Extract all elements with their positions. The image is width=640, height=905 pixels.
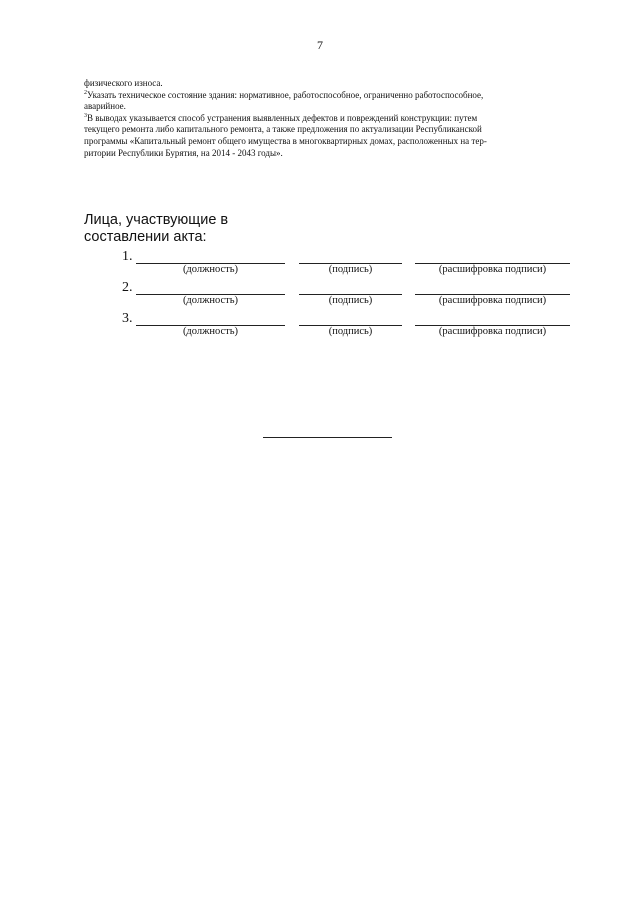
footnote-3-mark: 3 (84, 112, 87, 119)
footnote-3-line-2: текущего ремонта либо капитального ремонта, а также предложения по актуализации Республиканской (84, 124, 482, 135)
participants-heading-line-1: Лица, участвующие в (84, 212, 229, 228)
participants-heading-line-2: составлении акта: (84, 229, 207, 245)
page-number: 7 (317, 38, 323, 52)
signature-caption: (подпись) (328, 326, 373, 337)
footnote-2-line-1: Указать техническое состояние здания: нормативное, работоспособное, ограниченно работоспособное, (87, 89, 484, 100)
signature-caption: (подпись) (328, 295, 373, 306)
position-caption: (должность) (182, 264, 239, 275)
row-number: 1. (122, 249, 133, 264)
position-caption: (должность) (182, 326, 239, 337)
footnote-2 (84, 90, 574, 102)
position-caption: (должность) (182, 295, 239, 306)
row-number: 3. (122, 311, 133, 326)
footnote-3-line-3: программы «Капитальный ремонт общего имущества в многоквартирных домах, расположенных на тер- (84, 135, 487, 146)
signature-row-2 (0, 281, 640, 315)
footnote-continuation: физического износа. (84, 78, 163, 88)
participants-heading (84, 212, 228, 246)
decoding-caption: (расшифровка подписи) (438, 295, 547, 306)
footnote-3-line-4: ритории Республики Бурятия, на 2014 - 2043 годы». (84, 147, 283, 158)
closing-divider (263, 437, 392, 438)
footnote-3 (84, 113, 574, 125)
row-number: 2. (122, 280, 133, 295)
decoding-caption: (расшифровка подписи) (438, 264, 547, 275)
footnotes (84, 78, 574, 159)
signature-row-3 (0, 312, 640, 346)
signature-row-1 (0, 250, 640, 284)
footnote-2-line-2: аварийное. (84, 101, 126, 112)
footnote-2-mark: 2 (84, 89, 87, 96)
footnote-3-line-1: В выводах указывается способ устранения выявленных дефектов и повреждений конструкции: путем (87, 112, 478, 123)
signature-caption: (подпись) (328, 264, 373, 275)
decoding-caption: (расшифровка подписи) (438, 326, 547, 337)
